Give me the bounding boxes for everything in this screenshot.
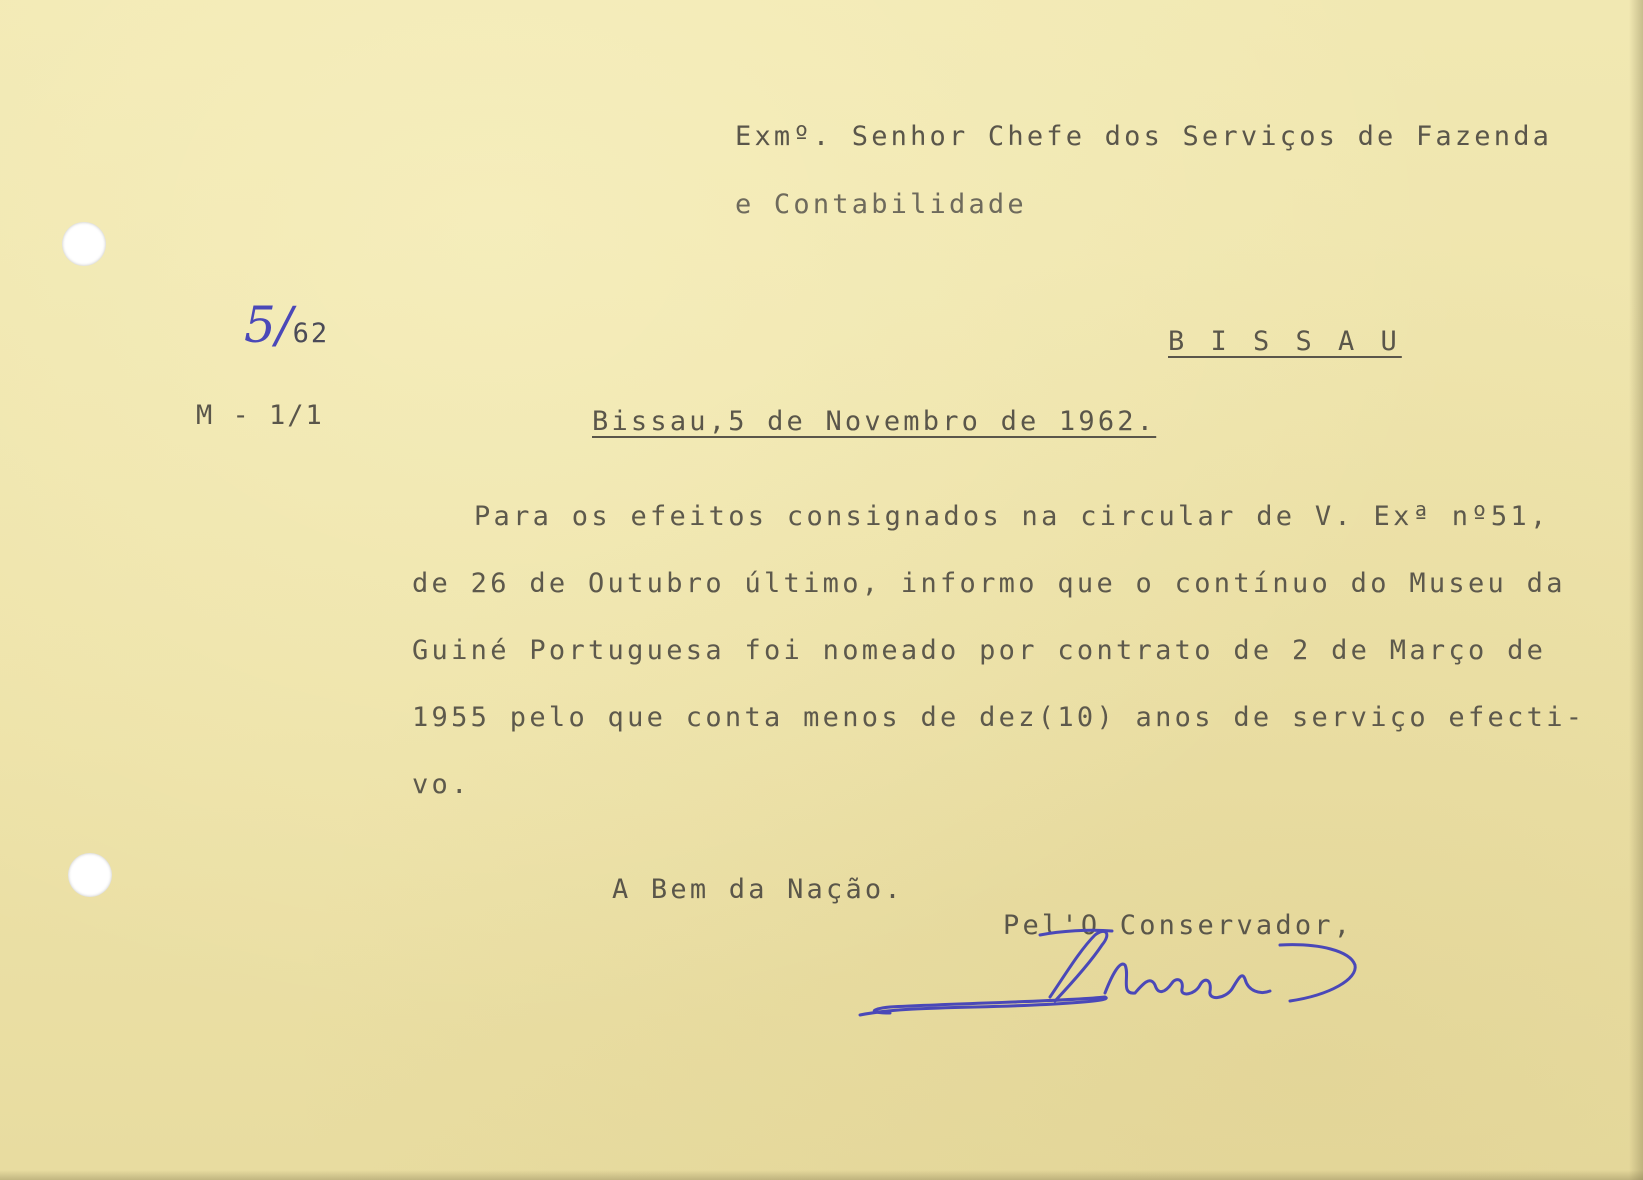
body-line-1: Para os efeitos consignados na circular de V. Exª nº51, xyxy=(474,501,1550,532)
reference-year: 62 xyxy=(292,318,330,349)
handwritten-signature xyxy=(850,905,1410,1035)
addressee-city: B I S S A U xyxy=(1168,326,1402,357)
body-line-2: de 26 de Outubro último, informo que o contínuo do Museu da xyxy=(412,568,1566,599)
punch-hole-bottom xyxy=(68,853,112,897)
body-line-4: 1955 pelo que conta menos de dez(10) anos de serviço efecti- xyxy=(412,702,1586,733)
handwritten-reference-number xyxy=(244,296,330,354)
paper-edge-right xyxy=(1629,0,1643,1180)
body-line-3: Guiné Portuguesa foi nomeado por contrato de 2 de Março de xyxy=(412,635,1547,666)
closing-salutation: A Bem da Nação. xyxy=(612,874,904,905)
date-line: Bissau,5 de Novembro de 1962. xyxy=(592,406,1157,437)
body-line-5: vo. xyxy=(412,769,471,800)
reference-number: 5/ xyxy=(244,296,293,354)
letter-body xyxy=(412,503,1585,838)
punch-hole-top xyxy=(62,222,106,266)
reference-code: M - 1/1 xyxy=(196,400,324,431)
addressee-line-2: e Contabilidade xyxy=(735,189,1027,220)
addressee-line-1: Exmº. Senhor Chefe dos Serviços de Fazenda xyxy=(735,121,1553,152)
signatory-label: Pel'O Conservador, xyxy=(1003,910,1354,941)
paper-edge-bottom xyxy=(0,1170,1643,1180)
